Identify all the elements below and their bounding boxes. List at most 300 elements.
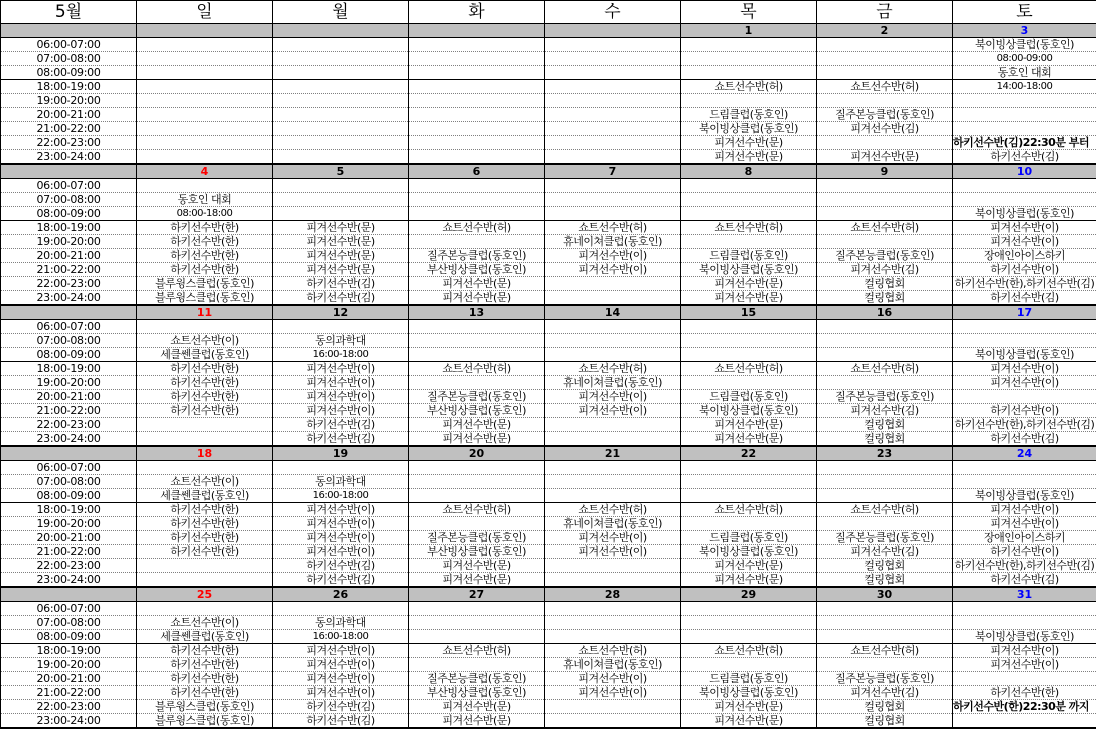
schedule-cell-tue[interactable]: 질주본능클럽(동호인)	[409, 672, 545, 686]
schedule-cell-thu[interactable]	[681, 630, 817, 644]
schedule-cell-sat[interactable]: 피겨선수반(이)	[953, 362, 1096, 376]
schedule-cell-thu[interactable]	[681, 334, 817, 348]
schedule-cell-sun[interactable]: 하키선수반(한)	[137, 658, 273, 672]
schedule-cell-thu[interactable]	[681, 193, 817, 207]
schedule-cell-fri[interactable]: 쇼트선수반(허)	[817, 644, 953, 658]
schedule-cell-mon[interactable]: 하키선수반(김)	[273, 291, 409, 306]
schedule-cell-sun[interactable]	[137, 461, 273, 475]
schedule-cell-sun[interactable]: 세클쎈클럽(동호인)	[137, 348, 273, 362]
schedule-cell-mon[interactable]: 피겨선수반(이)	[273, 362, 409, 376]
schedule-cell-fri[interactable]	[817, 334, 953, 348]
schedule-cell-tue[interactable]	[409, 320, 545, 334]
schedule-cell-sat[interactable]	[953, 179, 1096, 193]
schedule-cell-thu[interactable]: 피겨선수반(문)	[681, 150, 817, 165]
schedule-cell-sat[interactable]: 하키선수반(김)	[953, 573, 1096, 588]
schedule-cell-tue[interactable]	[409, 136, 545, 150]
schedule-cell-sun[interactable]: 쇼트선수반(이)	[137, 334, 273, 348]
schedule-cell-mon[interactable]: 피겨선수반(이)	[273, 390, 409, 404]
schedule-cell-fri[interactable]: 컬링협회	[817, 432, 953, 447]
schedule-cell-sat[interactable]: 하키선수반(한),하키선수반(김)	[953, 277, 1096, 291]
schedule-cell-sun[interactable]: 하키선수반(한)	[137, 517, 273, 531]
schedule-cell-thu[interactable]: 피겨선수반(문)	[681, 573, 817, 588]
schedule-cell-thu[interactable]	[681, 94, 817, 108]
schedule-cell-mon[interactable]: 피겨선수반(이)	[273, 686, 409, 700]
schedule-cell-thu[interactable]: 쇼트선수반(허)	[681, 644, 817, 658]
schedule-cell-tue[interactable]	[409, 66, 545, 80]
schedule-cell-wed[interactable]	[545, 602, 681, 616]
schedule-cell-sat[interactable]: 하키선수반(김)22:30분 부터	[953, 136, 1096, 150]
schedule-cell-sat[interactable]: 장애인아이스하키	[953, 531, 1096, 545]
schedule-cell-thu[interactable]	[681, 320, 817, 334]
schedule-cell-mon[interactable]: 피겨선수반(문)	[273, 221, 409, 235]
schedule-cell-wed[interactable]	[545, 461, 681, 475]
schedule-cell-mon[interactable]: 피겨선수반(이)	[273, 517, 409, 531]
schedule-cell-sun[interactable]: 하키선수반(한)	[137, 545, 273, 559]
schedule-cell-thu[interactable]: 드림클럽(동호인)	[681, 108, 817, 122]
schedule-cell-wed[interactable]: 휴네이쳐클럽(동호인)	[545, 658, 681, 672]
schedule-cell-wed[interactable]	[545, 38, 681, 52]
schedule-cell-thu[interactable]: 피겨선수반(문)	[681, 700, 817, 714]
schedule-cell-wed[interactable]: 휴네이쳐클럽(동호인)	[545, 235, 681, 249]
schedule-cell-mon[interactable]	[273, 66, 409, 80]
schedule-cell-sun[interactable]: 하키선수반(한)	[137, 672, 273, 686]
schedule-cell-sat[interactable]	[953, 320, 1096, 334]
schedule-cell-sat[interactable]: 동호인 대회	[953, 66, 1096, 80]
schedule-cell-thu[interactable]: 피겨선수반(문)	[681, 432, 817, 447]
schedule-cell-thu[interactable]	[681, 38, 817, 52]
schedule-cell-mon[interactable]: 동의과학대	[273, 475, 409, 489]
schedule-cell-wed[interactable]: 피겨선수반(이)	[545, 545, 681, 559]
schedule-cell-mon[interactable]: 피겨선수반(이)	[273, 531, 409, 545]
schedule-cell-tue[interactable]: 피겨선수반(문)	[409, 559, 545, 573]
schedule-cell-tue[interactable]	[409, 334, 545, 348]
schedule-cell-wed[interactable]: 휴네이쳐클럽(동호인)	[545, 376, 681, 390]
schedule-cell-wed[interactable]: 피겨선수반(이)	[545, 672, 681, 686]
schedule-cell-sat[interactable]: 하키선수반(김)	[953, 150, 1096, 165]
schedule-cell-thu[interactable]: 드림클럽(동호인)	[681, 249, 817, 263]
schedule-cell-mon[interactable]: 피겨선수반(이)	[273, 404, 409, 418]
schedule-cell-sun[interactable]: 하키선수반(한)	[137, 263, 273, 277]
schedule-cell-fri[interactable]	[817, 616, 953, 630]
schedule-cell-tue[interactable]: 부산빙상클럽(동호인)	[409, 545, 545, 559]
schedule-cell-thu[interactable]: 쇼트선수반(허)	[681, 362, 817, 376]
schedule-cell-thu[interactable]	[681, 179, 817, 193]
schedule-cell-sat[interactable]	[953, 334, 1096, 348]
schedule-cell-wed[interactable]	[545, 80, 681, 94]
schedule-cell-wed[interactable]	[545, 559, 681, 573]
schedule-cell-sun[interactable]	[137, 38, 273, 52]
schedule-cell-wed[interactable]: 쇼트선수반(허)	[545, 362, 681, 376]
schedule-cell-sun[interactable]	[137, 432, 273, 447]
schedule-cell-sun[interactable]: 쇼트선수반(이)	[137, 475, 273, 489]
schedule-cell-fri[interactable]: 질주본능클럽(동호인)	[817, 531, 953, 545]
schedule-cell-sun[interactable]: 하키선수반(한)	[137, 686, 273, 700]
schedule-cell-fri[interactable]	[817, 376, 953, 390]
schedule-cell-sat[interactable]: 북이빙상클럽(동호인)	[953, 38, 1096, 52]
schedule-cell-thu[interactable]	[681, 52, 817, 66]
schedule-cell-thu[interactable]: 쇼트선수반(허)	[681, 80, 817, 94]
schedule-cell-sun[interactable]	[137, 136, 273, 150]
schedule-cell-wed[interactable]	[545, 291, 681, 306]
schedule-cell-mon[interactable]: 하키선수반(김)	[273, 573, 409, 588]
schedule-cell-wed[interactable]	[545, 432, 681, 447]
schedule-cell-sat[interactable]: 하키선수반(이)	[953, 263, 1096, 277]
schedule-cell-sun[interactable]	[137, 573, 273, 588]
schedule-cell-mon[interactable]	[273, 193, 409, 207]
schedule-cell-fri[interactable]: 질주본능클럽(동호인)	[817, 249, 953, 263]
schedule-cell-fri[interactable]	[817, 602, 953, 616]
schedule-cell-fri[interactable]: 피겨선수반(김)	[817, 545, 953, 559]
schedule-cell-sun[interactable]	[137, 52, 273, 66]
schedule-cell-mon[interactable]: 피겨선수반(문)	[273, 249, 409, 263]
schedule-cell-wed[interactable]	[545, 94, 681, 108]
schedule-cell-sat[interactable]: 북이빙상클럽(동호인)	[953, 348, 1096, 362]
schedule-cell-wed[interactable]	[545, 136, 681, 150]
schedule-cell-wed[interactable]	[545, 193, 681, 207]
schedule-cell-sat[interactable]: 하키선수반(한)22:30분 까지	[953, 700, 1096, 714]
schedule-cell-thu[interactable]: 피겨선수반(문)	[681, 559, 817, 573]
schedule-cell-sun[interactable]	[137, 150, 273, 165]
schedule-cell-fri[interactable]: 질주본능클럽(동호인)	[817, 672, 953, 686]
schedule-cell-mon[interactable]: 피겨선수반(이)	[273, 545, 409, 559]
schedule-cell-thu[interactable]: 피겨선수반(문)	[681, 291, 817, 306]
schedule-cell-sat[interactable]: 피겨선수반(이)	[953, 235, 1096, 249]
schedule-cell-tue[interactable]	[409, 602, 545, 616]
schedule-cell-wed[interactable]: 피겨선수반(이)	[545, 263, 681, 277]
schedule-cell-sat[interactable]: 하키선수반(김)	[953, 291, 1096, 306]
schedule-cell-wed[interactable]: 쇼트선수반(허)	[545, 221, 681, 235]
schedule-cell-mon[interactable]: 피겨선수반(이)	[273, 644, 409, 658]
schedule-cell-thu[interactable]: 피겨선수반(문)	[681, 136, 817, 150]
schedule-cell-mon[interactable]	[273, 602, 409, 616]
schedule-cell-wed[interactable]: 피겨선수반(이)	[545, 390, 681, 404]
schedule-cell-sun[interactable]: 하키선수반(한)	[137, 503, 273, 517]
schedule-cell-tue[interactable]	[409, 658, 545, 672]
schedule-cell-wed[interactable]	[545, 475, 681, 489]
schedule-cell-mon[interactable]: 피겨선수반(문)	[273, 263, 409, 277]
schedule-cell-sat[interactable]: 북이빙상클럽(동호인)	[953, 207, 1096, 221]
schedule-cell-sat[interactable]: 북이빙상클럽(동호인)	[953, 630, 1096, 644]
schedule-cell-thu[interactable]: 피겨선수반(문)	[681, 714, 817, 729]
schedule-cell-fri[interactable]	[817, 66, 953, 80]
schedule-cell-thu[interactable]	[681, 517, 817, 531]
schedule-cell-sun[interactable]	[137, 559, 273, 573]
schedule-cell-sat[interactable]: 피겨선수반(이)	[953, 221, 1096, 235]
schedule-cell-sat[interactable]: 피겨선수반(이)	[953, 644, 1096, 658]
schedule-cell-wed[interactable]	[545, 52, 681, 66]
schedule-cell-tue[interactable]	[409, 376, 545, 390]
schedule-cell-fri[interactable]: 쇼트선수반(허)	[817, 362, 953, 376]
schedule-cell-mon[interactable]	[273, 38, 409, 52]
schedule-cell-wed[interactable]	[545, 122, 681, 136]
schedule-cell-sun[interactable]	[137, 80, 273, 94]
schedule-cell-thu[interactable]	[681, 602, 817, 616]
schedule-cell-sat[interactable]: 14:00-18:00	[953, 80, 1096, 94]
schedule-cell-sun[interactable]: 하키선수반(한)	[137, 221, 273, 235]
schedule-cell-mon[interactable]	[273, 150, 409, 165]
schedule-cell-sat[interactable]: 하키선수반(이)	[953, 545, 1096, 559]
schedule-cell-tue[interactable]: 피겨선수반(문)	[409, 418, 545, 432]
schedule-cell-sun[interactable]: 하키선수반(한)	[137, 362, 273, 376]
schedule-cell-sat[interactable]: 피겨선수반(이)	[953, 376, 1096, 390]
schedule-cell-mon[interactable]: 피겨선수반(이)	[273, 658, 409, 672]
schedule-cell-mon[interactable]	[273, 122, 409, 136]
schedule-cell-fri[interactable]	[817, 235, 953, 249]
schedule-cell-wed[interactable]	[545, 320, 681, 334]
schedule-cell-sun[interactable]: 쇼트선수반(이)	[137, 616, 273, 630]
schedule-cell-tue[interactable]: 쇼트선수반(허)	[409, 503, 545, 517]
schedule-cell-sun[interactable]	[137, 179, 273, 193]
schedule-cell-fri[interactable]	[817, 320, 953, 334]
schedule-cell-mon[interactable]: 16:00-18:00	[273, 630, 409, 644]
schedule-cell-tue[interactable]	[409, 235, 545, 249]
schedule-cell-fri[interactable]: 피겨선수반(문)	[817, 150, 953, 165]
schedule-cell-tue[interactable]	[409, 150, 545, 165]
schedule-cell-sun[interactable]: 08:00-18:00	[137, 207, 273, 221]
schedule-cell-sun[interactable]: 블루윙스클럽(동호인)	[137, 700, 273, 714]
schedule-cell-thu[interactable]	[681, 348, 817, 362]
schedule-cell-sun[interactable]: 하키선수반(한)	[137, 390, 273, 404]
schedule-cell-tue[interactable]: 질주본능클럽(동호인)	[409, 249, 545, 263]
schedule-cell-wed[interactable]	[545, 630, 681, 644]
schedule-cell-tue[interactable]	[409, 179, 545, 193]
schedule-cell-tue[interactable]: 쇼트선수반(허)	[409, 221, 545, 235]
schedule-cell-sat[interactable]	[953, 193, 1096, 207]
schedule-cell-tue[interactable]: 부산빙상클럽(동호인)	[409, 404, 545, 418]
schedule-cell-sat[interactable]: 피겨선수반(이)	[953, 517, 1096, 531]
schedule-cell-wed[interactable]	[545, 418, 681, 432]
schedule-cell-sat[interactable]: 하키선수반(한),하키선수반(김)	[953, 418, 1096, 432]
schedule-cell-mon[interactable]: 피겨선수반(이)	[273, 503, 409, 517]
schedule-cell-thu[interactable]: 피겨선수반(문)	[681, 277, 817, 291]
schedule-cell-fri[interactable]: 피겨선수반(김)	[817, 122, 953, 136]
schedule-cell-wed[interactable]	[545, 700, 681, 714]
schedule-cell-tue[interactable]: 질주본능클럽(동호인)	[409, 531, 545, 545]
schedule-cell-tue[interactable]: 피겨선수반(문)	[409, 573, 545, 588]
schedule-cell-sat[interactable]: 하키선수반(김)	[953, 432, 1096, 447]
schedule-cell-wed[interactable]	[545, 573, 681, 588]
schedule-cell-fri[interactable]	[817, 193, 953, 207]
schedule-cell-sat[interactable]	[953, 672, 1096, 686]
schedule-cell-thu[interactable]: 피겨선수반(문)	[681, 418, 817, 432]
schedule-cell-fri[interactable]: 피겨선수반(김)	[817, 404, 953, 418]
schedule-cell-fri[interactable]	[817, 475, 953, 489]
schedule-cell-mon[interactable]: 하키선수반(김)	[273, 418, 409, 432]
schedule-cell-mon[interactable]: 하키선수반(김)	[273, 277, 409, 291]
schedule-cell-mon[interactable]: 피겨선수반(이)	[273, 376, 409, 390]
schedule-cell-sat[interactable]: 피겨선수반(이)	[953, 658, 1096, 672]
schedule-cell-mon[interactable]: 16:00-18:00	[273, 348, 409, 362]
schedule-cell-sat[interactable]	[953, 390, 1096, 404]
schedule-cell-sun[interactable]: 블루윙스클럽(동호인)	[137, 714, 273, 729]
schedule-cell-fri[interactable]	[817, 136, 953, 150]
schedule-cell-sun[interactable]	[137, 122, 273, 136]
schedule-cell-fri[interactable]: 컬링협회	[817, 291, 953, 306]
schedule-cell-sun[interactable]	[137, 94, 273, 108]
schedule-cell-mon[interactable]: 하키선수반(김)	[273, 432, 409, 447]
schedule-cell-mon[interactable]: 하키선수반(김)	[273, 714, 409, 729]
schedule-cell-mon[interactable]: 하키선수반(김)	[273, 700, 409, 714]
schedule-cell-thu[interactable]: 드림클럽(동호인)	[681, 672, 817, 686]
schedule-cell-thu[interactable]: 쇼트선수반(허)	[681, 221, 817, 235]
schedule-cell-mon[interactable]: 동의과학대	[273, 616, 409, 630]
schedule-cell-sun[interactable]: 하키선수반(한)	[137, 249, 273, 263]
schedule-cell-tue[interactable]	[409, 489, 545, 503]
schedule-cell-wed[interactable]: 피겨선수반(이)	[545, 404, 681, 418]
schedule-cell-sun[interactable]: 세클쎈클럽(동호인)	[137, 630, 273, 644]
schedule-cell-fri[interactable]: 피겨선수반(김)	[817, 263, 953, 277]
schedule-cell-sun[interactable]: 하키선수반(한)	[137, 644, 273, 658]
schedule-cell-mon[interactable]	[273, 80, 409, 94]
schedule-cell-fri[interactable]	[817, 658, 953, 672]
schedule-cell-tue[interactable]	[409, 616, 545, 630]
schedule-cell-thu[interactable]: 드림클럽(동호인)	[681, 390, 817, 404]
schedule-cell-thu[interactable]: 드림클럽(동호인)	[681, 531, 817, 545]
schedule-cell-sat[interactable]: 하키선수반(한)	[953, 686, 1096, 700]
schedule-cell-mon[interactable]	[273, 207, 409, 221]
schedule-cell-thu[interactable]	[681, 461, 817, 475]
schedule-cell-tue[interactable]	[409, 517, 545, 531]
schedule-cell-fri[interactable]: 컬링협회	[817, 714, 953, 729]
schedule-cell-thu[interactable]	[681, 376, 817, 390]
schedule-cell-wed[interactable]	[545, 150, 681, 165]
schedule-cell-thu[interactable]	[681, 207, 817, 221]
schedule-cell-fri[interactable]: 컬링협회	[817, 700, 953, 714]
schedule-cell-wed[interactable]: 휴네이쳐클럽(동호인)	[545, 517, 681, 531]
schedule-cell-tue[interactable]: 피겨선수반(문)	[409, 700, 545, 714]
schedule-cell-tue[interactable]	[409, 52, 545, 66]
schedule-cell-thu[interactable]: 북이빙상클럽(동호인)	[681, 686, 817, 700]
schedule-cell-sun[interactable]	[137, 418, 273, 432]
schedule-cell-fri[interactable]	[817, 630, 953, 644]
schedule-cell-sat[interactable]	[953, 461, 1096, 475]
schedule-cell-fri[interactable]	[817, 461, 953, 475]
schedule-cell-sat[interactable]: 하키선수반(한),하키선수반(김)	[953, 559, 1096, 573]
schedule-cell-mon[interactable]: 피겨선수반(문)	[273, 235, 409, 249]
schedule-cell-fri[interactable]: 쇼트선수반(허)	[817, 503, 953, 517]
schedule-cell-sun[interactable]	[137, 66, 273, 80]
schedule-cell-mon[interactable]	[273, 136, 409, 150]
schedule-cell-fri[interactable]: 컬링협회	[817, 559, 953, 573]
schedule-cell-sun[interactable]: 블루윙스클럽(동호인)	[137, 291, 273, 306]
schedule-cell-mon[interactable]	[273, 179, 409, 193]
schedule-cell-sat[interactable]	[953, 94, 1096, 108]
schedule-cell-sat[interactable]: 하키선수반(이)	[953, 404, 1096, 418]
schedule-cell-sat[interactable]	[953, 475, 1096, 489]
schedule-cell-fri[interactable]: 쇼트선수반(허)	[817, 80, 953, 94]
schedule-cell-wed[interactable]: 피겨선수반(이)	[545, 686, 681, 700]
schedule-cell-tue[interactable]: 질주본능클럽(동호인)	[409, 390, 545, 404]
schedule-cell-mon[interactable]: 하키선수반(김)	[273, 559, 409, 573]
schedule-cell-wed[interactable]	[545, 207, 681, 221]
schedule-cell-fri[interactable]: 질주본능클럽(동호인)	[817, 390, 953, 404]
schedule-cell-sat[interactable]: 북이빙상클럽(동호인)	[953, 489, 1096, 503]
schedule-cell-wed[interactable]: 피겨선수반(이)	[545, 249, 681, 263]
schedule-cell-tue[interactable]: 쇼트선수반(허)	[409, 362, 545, 376]
schedule-cell-tue[interactable]	[409, 80, 545, 94]
schedule-cell-mon[interactable]: 피겨선수반(이)	[273, 672, 409, 686]
schedule-cell-sun[interactable]: 하키선수반(한)	[137, 376, 273, 390]
schedule-cell-mon[interactable]	[273, 94, 409, 108]
schedule-cell-thu[interactable]	[681, 616, 817, 630]
schedule-cell-thu[interactable]	[681, 66, 817, 80]
schedule-cell-wed[interactable]	[545, 489, 681, 503]
schedule-cell-thu[interactable]	[681, 658, 817, 672]
schedule-cell-fri[interactable]	[817, 517, 953, 531]
schedule-cell-tue[interactable]: 피겨선수반(문)	[409, 432, 545, 447]
schedule-cell-fri[interactable]: 피겨선수반(김)	[817, 686, 953, 700]
schedule-cell-sun[interactable]: 하키선수반(한)	[137, 531, 273, 545]
schedule-cell-tue[interactable]	[409, 94, 545, 108]
schedule-cell-sun[interactable]: 하키선수반(한)	[137, 235, 273, 249]
schedule-cell-sun[interactable]	[137, 320, 273, 334]
schedule-cell-sun[interactable]: 하키선수반(한)	[137, 404, 273, 418]
schedule-cell-fri[interactable]: 컬링협회	[817, 277, 953, 291]
schedule-cell-mon[interactable]: 동의과학대	[273, 334, 409, 348]
schedule-cell-wed[interactable]: 쇼트선수반(허)	[545, 644, 681, 658]
schedule-cell-thu[interactable]	[681, 475, 817, 489]
schedule-cell-mon[interactable]: 16:00-18:00	[273, 489, 409, 503]
schedule-cell-wed[interactable]	[545, 66, 681, 80]
schedule-cell-thu[interactable]	[681, 489, 817, 503]
schedule-cell-sat[interactable]: 08:00-09:00	[953, 52, 1096, 66]
schedule-cell-tue[interactable]	[409, 207, 545, 221]
schedule-cell-thu[interactable]	[681, 235, 817, 249]
schedule-cell-fri[interactable]	[817, 94, 953, 108]
schedule-cell-mon[interactable]	[273, 52, 409, 66]
schedule-cell-sat[interactable]	[953, 108, 1096, 122]
schedule-cell-sun[interactable]	[137, 108, 273, 122]
schedule-cell-tue[interactable]	[409, 108, 545, 122]
schedule-cell-fri[interactable]: 컬링협회	[817, 418, 953, 432]
schedule-cell-fri[interactable]: 쇼트선수반(허)	[817, 221, 953, 235]
schedule-cell-wed[interactable]	[545, 108, 681, 122]
schedule-cell-fri[interactable]	[817, 207, 953, 221]
schedule-cell-fri[interactable]: 질주본능클럽(동호인)	[817, 108, 953, 122]
schedule-cell-wed[interactable]	[545, 334, 681, 348]
schedule-cell-tue[interactable]	[409, 348, 545, 362]
schedule-cell-mon[interactable]	[273, 108, 409, 122]
schedule-cell-tue[interactable]: 피겨선수반(문)	[409, 291, 545, 306]
schedule-cell-tue[interactable]	[409, 630, 545, 644]
schedule-cell-tue[interactable]	[409, 193, 545, 207]
schedule-cell-sat[interactable]	[953, 616, 1096, 630]
schedule-cell-wed[interactable]	[545, 179, 681, 193]
schedule-cell-mon[interactable]	[273, 461, 409, 475]
schedule-cell-fri[interactable]	[817, 52, 953, 66]
schedule-cell-thu[interactable]: 쇼트선수반(허)	[681, 503, 817, 517]
schedule-cell-tue[interactable]	[409, 461, 545, 475]
schedule-cell-sun[interactable]: 동호인 대회	[137, 193, 273, 207]
schedule-cell-fri[interactable]	[817, 179, 953, 193]
schedule-cell-sun[interactable]	[137, 602, 273, 616]
schedule-cell-fri[interactable]: 컬링협회	[817, 573, 953, 588]
schedule-cell-sun[interactable]: 세클쎈클럽(동호인)	[137, 489, 273, 503]
schedule-cell-sat[interactable]: 피겨선수반(이)	[953, 503, 1096, 517]
schedule-cell-wed[interactable]	[545, 277, 681, 291]
schedule-cell-wed[interactable]	[545, 616, 681, 630]
schedule-cell-fri[interactable]	[817, 489, 953, 503]
schedule-cell-fri[interactable]	[817, 348, 953, 362]
schedule-cell-sat[interactable]	[953, 122, 1096, 136]
schedule-cell-thu[interactable]: 북이빙상클럽(동호인)	[681, 404, 817, 418]
schedule-cell-thu[interactable]: 북이빙상클럽(동호인)	[681, 545, 817, 559]
schedule-cell-fri[interactable]	[817, 38, 953, 52]
schedule-cell-thu[interactable]: 북이빙상클럽(동호인)	[681, 263, 817, 277]
schedule-cell-thu[interactable]: 북이빙상클럽(동호인)	[681, 122, 817, 136]
schedule-cell-wed[interactable]: 쇼트선수반(허)	[545, 503, 681, 517]
schedule-cell-sat[interactable]	[953, 602, 1096, 616]
